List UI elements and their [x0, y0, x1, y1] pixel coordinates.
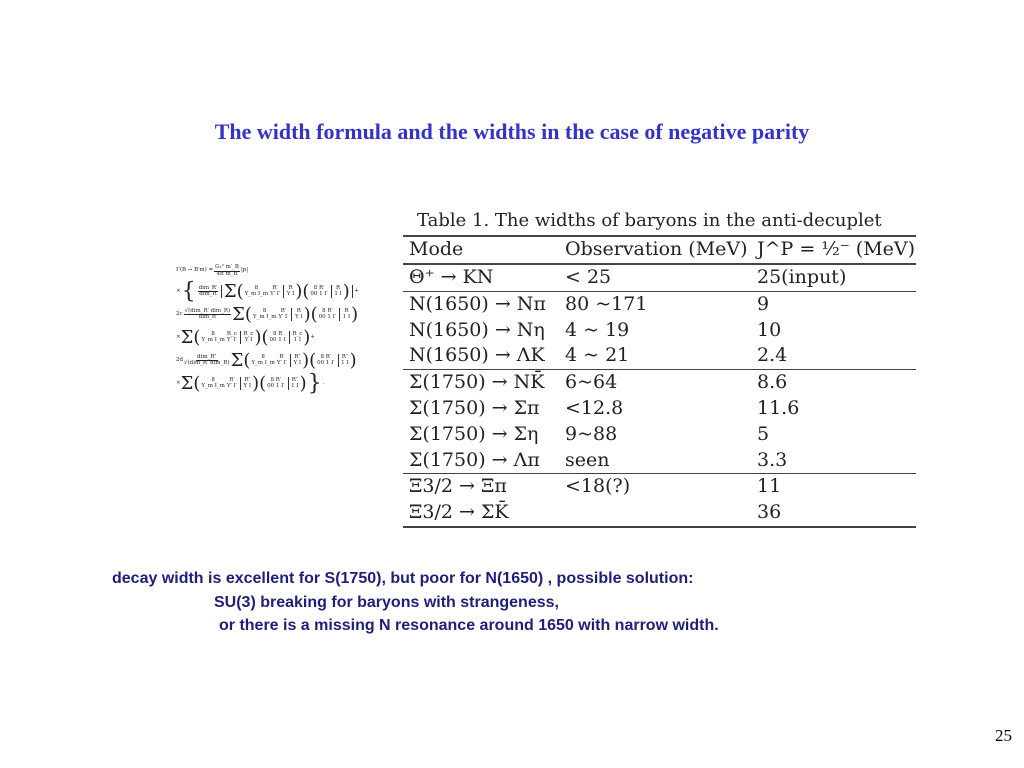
mode-cell: N(1650) → Nπ	[403, 291, 559, 317]
width-cell: 11	[751, 474, 916, 500]
mode-cell: Θ⁺ → KN	[409, 266, 494, 288]
observation-cell: 80 ~171	[559, 291, 751, 317]
header-observation: Observation (MeV)	[559, 236, 751, 264]
observation-cell: <12.8	[565, 396, 624, 419]
formula-lhs: Γ(B → B′m) =	[176, 267, 214, 274]
formula-line-5: 2d dim_R″ √(dim_R′ dim_R) Σ ( 8 Y_m I_m R′ Y′ I′ R″ Y I )( 8 R′ 00 1 I′ R″ 1 I )	[176, 349, 357, 371]
sum-symbol: Σ	[180, 326, 194, 348]
sum-symbol: Σ	[180, 372, 194, 394]
mode-cell: Σ(1750) → Ση	[409, 422, 539, 445]
mode-cell: Ξ3/2 → Ξπ	[403, 474, 559, 500]
formula-line-6: × Σ ( 8 Y_m I_m R′ Y′ I′ R″ Y I )( 8 R′ 00 1 I′ R″ 1 I ) } .	[176, 370, 325, 396]
mode-cell: Σ(1750) → Λπ	[409, 448, 540, 471]
widths-table	[403, 235, 916, 528]
slide-title: The width formula and the widths in the case of negative parity	[214, 119, 810, 144]
observation-cell: < 25	[565, 266, 612, 288]
note-line-1: decay width is excellent for S(1750), but poor for N(1650) , possible solution:	[112, 570, 694, 587]
formula-line-1	[176, 262, 376, 280]
width-cell: 25(input)	[757, 266, 847, 288]
table-row	[403, 396, 916, 422]
table-header-row	[403, 236, 916, 264]
sum-symbol: Σ	[223, 280, 237, 302]
table-caption: Table 1. The widths of baryons in the anti-decuplet	[417, 210, 882, 231]
width-cell: 11.6	[757, 396, 800, 419]
formula-line-2: × { dim_R′ dim_R Σ ( 8 Y_m I_m R′ Y′ I′ R Y I )( 8 R′ 00 1 I′ R 1 I ) +	[176, 278, 360, 304]
width-cell: 3.3	[757, 448, 788, 471]
note-line-3: or there is a missing N resonance around 1650 with narrow width.	[219, 617, 719, 634]
table-row	[403, 370, 916, 396]
observation-cell: 9~88	[565, 422, 618, 445]
mode-cell: N(1650) → ΛK	[409, 344, 545, 367]
observation-cell: 6~64	[559, 370, 751, 396]
mode-cell: Σ(1750) → Σπ	[409, 396, 540, 419]
mode-cell: Ξ3/2 → ΣK̄	[403, 500, 559, 527]
mode-cell: Σ(1750) → NK̄	[403, 370, 559, 396]
observation-cell: seen	[565, 448, 610, 471]
width-cell: 36	[751, 500, 916, 527]
width-cell: 8.6	[751, 370, 916, 396]
width-cell: 9	[751, 291, 916, 317]
table-row	[403, 264, 916, 291]
table-row	[403, 474, 916, 500]
table-row	[403, 318, 916, 344]
sum-symbol: Σ	[230, 349, 244, 371]
formula-line-3: 2c √(dim_R′ dim_R) dim_R Σ ( 8 Y_m I_m R′ Y′ I′ R Y I )( 8 R′ 00 1 I′ R 1 I )	[176, 303, 359, 325]
table-row	[403, 343, 916, 369]
table-row	[403, 500, 916, 527]
table-row	[403, 422, 916, 448]
table-row	[403, 448, 916, 474]
formula-line-4: × Σ ( 8 Y_m I_m R_c Y′ I′ R_c Y I )( 8 R 00 1 I R_c 1 I ) +	[176, 326, 315, 348]
width-cell: 2.4	[757, 344, 788, 367]
sum-symbol: Σ	[232, 303, 245, 325]
widths-table-figure	[403, 207, 916, 528]
observation-cell	[559, 500, 751, 527]
page-number: 25	[995, 726, 1012, 745]
table-row	[403, 291, 916, 317]
width-cell: 5	[757, 422, 770, 445]
formula-momentum: |p|	[240, 267, 249, 274]
width-formula	[176, 262, 376, 395]
observation-cell: 4 ~ 19	[565, 318, 630, 341]
note-line-2: SU(3) breaking for baryons with strangeness,	[214, 594, 559, 611]
observation-cell: 4 ~ 21	[565, 344, 630, 367]
header-mode: Mode	[403, 236, 559, 264]
header-jp: J^P = ½⁻ (MeV)	[751, 236, 916, 264]
formula-fraction: $\frac{\text{G₁² m′\_B}}{\text{4π m\_B}}$	[215, 264, 239, 277]
mode-cell: N(1650) → Nη	[409, 318, 545, 341]
width-cell: 10	[757, 318, 782, 341]
observation-cell: <18(?)	[559, 474, 751, 500]
